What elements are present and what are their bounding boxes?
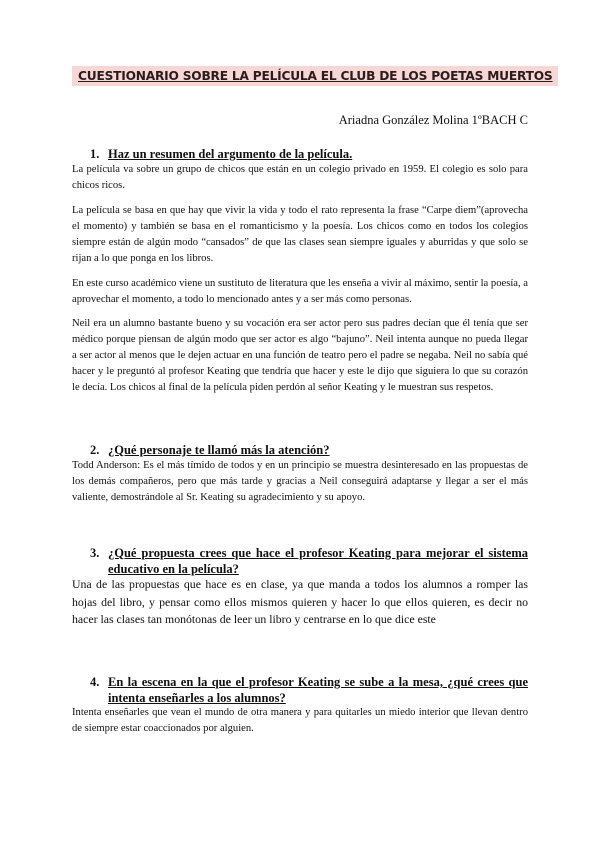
title-container [72,66,553,92]
question-2-heading [90,442,528,458]
author-line: Ariadna González Molina 1ºBACH C [338,113,528,127]
answer-1-paragraph-4: Neil era un alumno bastante bueno y su vocación era ser actor pero sus padres decían que él tenía que ser médico porque piensan de algún modo que ser actor es algo “bajuno”. Neil intenta aunque no pueda llegar a ser actor al menos que le dejen actuar en una función de teatro pero el padre se negaba. Neil no sabía qué hacer y le preguntó al profesor Keating que tendría que hacer y este le dijo que siguiera lo que su corazón le decía. Los chicos al final de la película piden perdón al señor Keating y le muestran sus respetos. [72,318,528,393]
question-text: En la escena en la que el profesor Keating se sube a la mesa, ¿qué crees que intenta enseñarles a los alumnos? [108,675,528,705]
question-3-heading [90,545,528,577]
question-number: 1. [90,147,100,161]
question-number: 4. [90,675,100,689]
answer-3-paragraph-1: Una de las propuestas que hace es en clase, ya que manda a todos los alumnos a romper las hojas del libro, y pensar como ellos mismos quieren y hacer lo que ellos quieren, es decir no hacer las clases tan monótonas de leer un libro y centrarse en lo que dice este [72,577,528,626]
answer-2-paragraph-1: Todd Anderson: Es el más tímido de todos y en un principio se muestra desinteresado en las propuestas de los demás compañeros, pero que más tarde y gracias a Neil conseguirá adaptarse y llegar a ser el más valiente, demostrándole al Sr. Keating su agradecimiento y su apoyo. [72,460,528,503]
question-text: Haz un resumen del argumento de la película. [108,147,353,161]
question-number: 2. [90,443,100,457]
question-text: ¿Qué propuesta crees que hace el profesor Keating para mejorar el sistema educativo en la película? [108,546,528,576]
question-1-heading [90,146,528,162]
question-text: ¿Qué personaje te llamó más la atención? [108,443,330,457]
answer-4-paragraph-1: Intenta enseñarles que vean el mundo de otra manera y para quitarles un miedo interior que llevan dentro de siempre estar coaccionados por alguien. [72,707,528,734]
document-title: CUESTIONARIO SOBRE LA PELÍCULA EL CLUB DE LOS POETAS MUERTOS [72,66,558,86]
answer-1-paragraph-2: La película se basa en que hay que vivir la vida y todo el rato representa la frase “Carpe diem”(aprovecha el momento) y también se basa en el romanticismo y la poesía. Los chicos como en todos los colegios siempre están de algún modo “cansados” de que las clases sean siempre iguales y aburridas y que solo se rijan a lo que ponga en los libros. [72,205,528,264]
answer-1-paragraph-1: La película va sobre un grupo de chicos que están en un colegio privado en 1959. El colegio es solo para chicos ricos. [72,164,528,191]
question-number: 3. [90,546,100,560]
question-4-heading [90,674,528,706]
answer-1-paragraph-3: En este curso académico viene un sustituto de literatura que les enseña a vivir al máximo, sentir la poesía, a aprovechar el momento, a todo lo mencionado antes y a ser más como personas. [72,278,528,305]
